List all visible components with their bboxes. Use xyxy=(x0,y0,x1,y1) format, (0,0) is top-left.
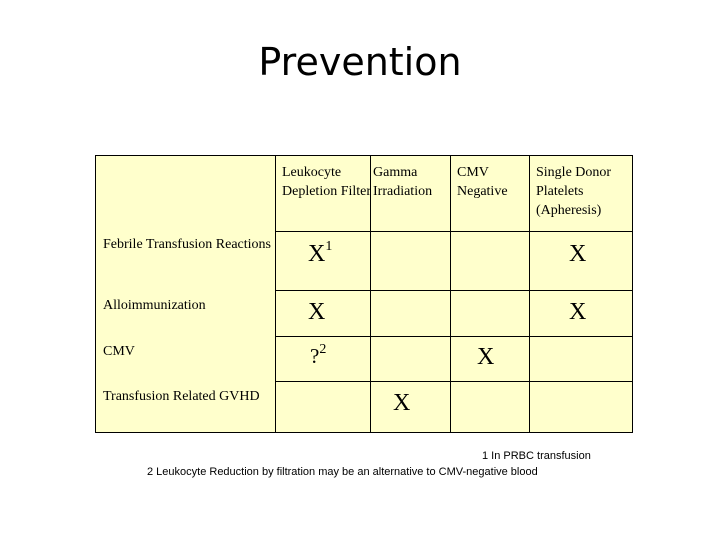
row-divider xyxy=(275,381,632,382)
mark-cmv-negative: X xyxy=(477,344,495,370)
row-label-cmv: CMV xyxy=(103,344,135,359)
row-label-gvhd: Transfusion Related GVHD xyxy=(103,389,260,404)
mark-cmv-leukocyte: ?$^2$ xyxy=(310,342,327,368)
mark-allo-leukocyte: X xyxy=(308,299,326,325)
column-divider xyxy=(529,156,530,432)
column-divider xyxy=(275,156,276,432)
footnote-1: 1 In PRBC transfusion xyxy=(482,450,591,462)
mark-febrile-platelets: X xyxy=(569,241,587,267)
mark-gvhd-gamma: X xyxy=(393,390,411,416)
row-label-alloimmunization: Alloimmunization xyxy=(103,298,206,313)
footnote-2: 2 Leukocyte Reduction by filtration may be an alternative to CMV-negative blood xyxy=(147,466,538,478)
mark-allo-platelets: X xyxy=(569,299,587,325)
row-divider xyxy=(275,336,632,337)
header-gamma-irradiation: Gamma Irradiation xyxy=(373,165,433,199)
row-label-febrile: Febrile Transfusion Reactions xyxy=(103,237,271,252)
mark-febrile-leukocyte: $X^1$ xyxy=(308,239,333,267)
row-divider xyxy=(275,231,632,232)
slide-title: Prevention xyxy=(258,40,462,84)
prevention-table xyxy=(95,155,633,433)
row-divider xyxy=(275,290,632,291)
header-leukocyte-filter: Leukocyte Depletion Filter xyxy=(282,165,372,199)
header-cmv-negative: CMV Negative xyxy=(457,165,508,199)
header-single-donor-platelets: Single Donor Platelets (Apheresis) xyxy=(536,165,612,218)
